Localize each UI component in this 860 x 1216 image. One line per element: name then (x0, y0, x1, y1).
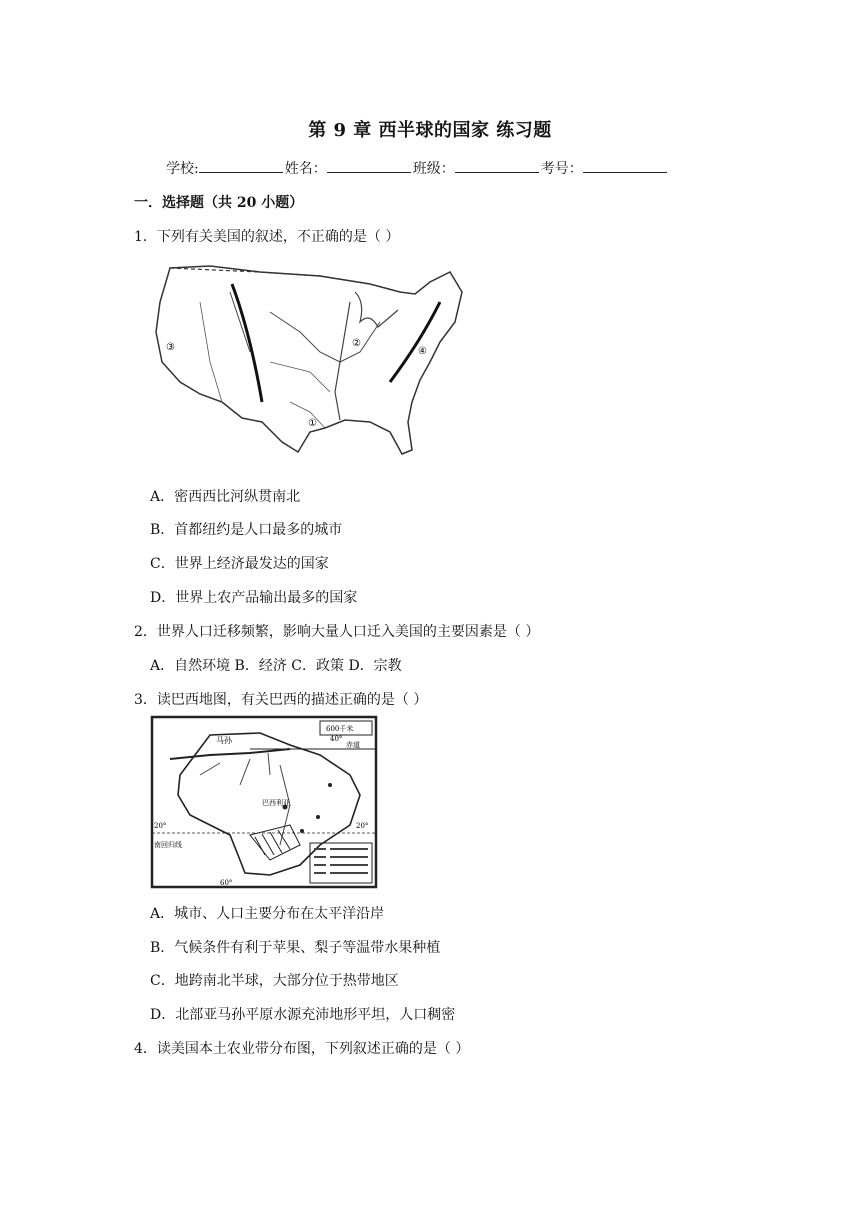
class-label: 班级： (412, 161, 455, 177)
question-2-stem: 2．世界人口迁移频繁，影响大量人口迁入美国的主要因素是（ ） (134, 624, 540, 640)
brazil-map-equator: 赤道 (346, 741, 360, 749)
brazil-map-60deg: 60° (220, 879, 233, 887)
brazil-map-tropic: 南回归线 (154, 841, 182, 849)
exam-number-blank (583, 158, 667, 173)
question-3-option-d[interactable]: D．北部亚马孙平原水源充沛地形平坦，人口稠密 (150, 1007, 456, 1023)
question-1-option-d[interactable]: D．世界上农产品输出最多的国家 (150, 590, 358, 606)
usa-map-figure (150, 262, 470, 458)
class-blank (455, 158, 539, 173)
name-blank (327, 158, 411, 173)
page-title: 第 9 章 西半球的国家 练习题 (308, 120, 552, 141)
brazil-map-scale: 600千米 (326, 725, 354, 733)
exam-number-label: 考号： (540, 161, 583, 177)
question-2-options[interactable]: A．自然环境 B．经济 C．政策 D．宗教 (150, 658, 402, 674)
question-1-option-b[interactable]: B．首都纽约是人口最多的城市 (150, 522, 343, 538)
usa-map-label-4: ④ (418, 346, 427, 357)
usa-map-label-1: ① (308, 418, 317, 429)
section-heading: 一．选择题（共 20 小题） (134, 195, 304, 211)
student-info-line (166, 158, 669, 178)
usa-map-label-2: ② (352, 338, 361, 349)
brazil-map-20deg-left: 20° (154, 822, 167, 830)
brazil-map-20deg-right: 20° (356, 822, 369, 830)
school-blank (199, 158, 283, 173)
question-3-option-b[interactable]: B．气候条件有利于苹果、梨子等温带水果种植 (150, 940, 441, 956)
usa-map-label-3: ③ (166, 342, 175, 353)
name-label: 姓名： (284, 161, 327, 177)
question-3-option-a[interactable]: A．城市、人口主要分布在太平洋沿岸 (150, 906, 385, 922)
brazil-map-40deg: 40° (330, 735, 343, 743)
question-1-stem: 1．下列有关美国的叙述，不正确的是（ ） (134, 229, 400, 245)
brazil-map-amazon-label: 马孙 (216, 736, 232, 745)
question-1-option-a[interactable]: A．密西西比河纵贯南北 (150, 489, 301, 505)
school-label: 学校: (166, 161, 199, 177)
brazil-map-figure (150, 715, 380, 891)
question-3-stem: 3．读巴西地图，有关巴西的描述正确的是（ ） (134, 692, 428, 708)
brazil-map-capital: 巴西利亚 (262, 799, 290, 807)
question-1-option-c[interactable]: C．世界上经济最发达的国家 (150, 556, 329, 572)
question-4-stem: 4．读美国本土农业带分布图，下列叙述正确的是（ ） (134, 1041, 470, 1057)
question-3-option-c[interactable]: C．地跨南北半球，大部分位于热带地区 (150, 973, 399, 989)
